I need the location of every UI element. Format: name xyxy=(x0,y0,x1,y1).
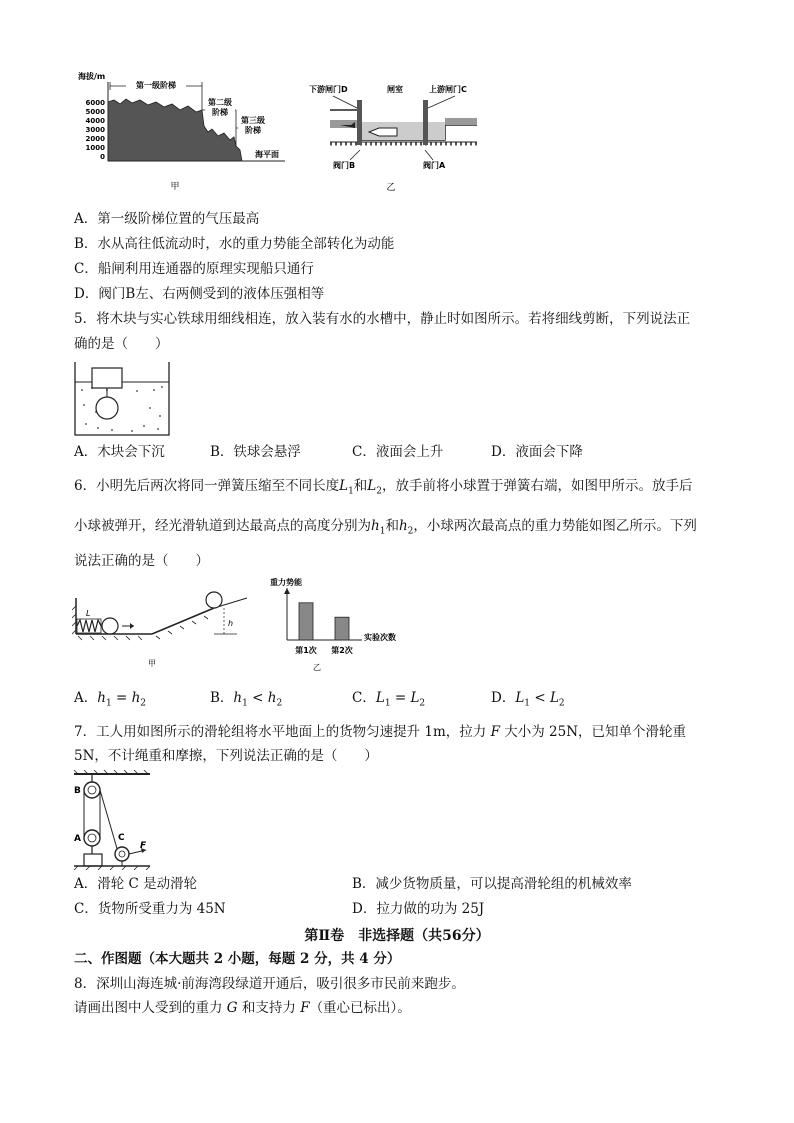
op-eq: = xyxy=(111,690,132,706)
tick-0: 0 xyxy=(100,153,105,161)
gate-c-label: 上游闸门C xyxy=(429,85,467,94)
q7-stem-line1 xyxy=(74,723,686,741)
valve-b-label: 阀门B xyxy=(333,161,356,170)
q7-option-b: B．减少货物质量，可以提高滑轮组的机械效率 xyxy=(352,876,632,892)
spring xyxy=(77,620,101,632)
q6-stem-line1 xyxy=(74,477,693,501)
tick-3000: 3000 xyxy=(85,126,105,134)
q8-stem-line2 xyxy=(74,999,411,1017)
tick-1000: 1000 xyxy=(85,144,105,152)
q6-line2-text-a: 小球被弹开，经光滑轨道到达最高点的高度分别为 xyxy=(74,518,371,534)
sea-level-label: 海平面 xyxy=(255,150,279,159)
ball-at-top xyxy=(206,592,222,608)
gate-d-label: 下游闸门D xyxy=(309,85,348,94)
chart-xlabel: 实验次数 xyxy=(364,633,396,642)
q6-line1-text-b: ，放手前将小球置于弹簧右端，如图甲所示。放手后 xyxy=(382,478,693,494)
step3-label-b: 阶梯 xyxy=(245,126,261,135)
op-lt: < xyxy=(247,690,268,706)
bar-second xyxy=(335,617,349,640)
q5-stem-line2: 确的是（ ） xyxy=(74,336,169,352)
q6-stem-line2 xyxy=(74,517,697,541)
q5-option-c: C．液面会上升 xyxy=(352,444,444,460)
q4-option-b: B．水从高往低流动时，水的重力势能全部转化为动能 xyxy=(74,236,395,252)
var-L1: L xyxy=(375,690,385,706)
chart-cat-2: 第2次 xyxy=(331,646,353,655)
var-L2: L xyxy=(367,478,377,494)
bar-first xyxy=(299,603,313,640)
var-F: F xyxy=(300,1000,310,1016)
var-L2: L xyxy=(549,690,559,706)
step3-label-a: 第三级 xyxy=(241,116,265,125)
fig6-yi-caption: 乙 xyxy=(313,663,321,672)
q5-stem-line1: 5．将木块与实心铁球用细线相连，放入装有水的水槽中，静止时如图所示。若将细线剪断，下列说法正 xyxy=(74,311,691,327)
sub-2: 2 xyxy=(558,698,565,709)
tick-4000: 4000 xyxy=(85,117,105,125)
sub-1: 1 xyxy=(384,698,391,709)
var-h2: h xyxy=(131,690,141,706)
ship-lock-figure xyxy=(305,80,485,195)
sub-2: 2 xyxy=(276,698,283,709)
q7-option-a: A．滑轮 C 是动滑轮 xyxy=(74,876,198,892)
q6-a-prefix: A． xyxy=(74,690,98,706)
q5-option-b: B．铁球会悬浮 xyxy=(210,444,301,460)
q8-line2-text-b: 和支持力 xyxy=(237,1000,301,1016)
fig-jia-caption: 甲 xyxy=(170,182,180,192)
chart-ylabel: 重力势能 xyxy=(270,578,302,587)
q6-d-prefix: D． xyxy=(491,690,516,706)
q6-and: 和 xyxy=(353,478,368,494)
spring-track-figure xyxy=(72,590,252,670)
var-h1: h xyxy=(233,690,243,706)
label-f: F xyxy=(140,841,147,851)
chart-cat-1: 第1次 xyxy=(295,646,317,655)
sub-1: 1 xyxy=(524,698,531,709)
q7-option-c: C．货物所受重力为 45N xyxy=(74,901,226,917)
var-G: G xyxy=(226,1000,238,1016)
label-a: A xyxy=(74,834,81,844)
water-tank-figure xyxy=(72,360,172,438)
sub-2: 2 xyxy=(376,486,382,497)
sub-1: 1 xyxy=(105,698,112,709)
q6-line1-text-a: 6．小明先后两次将同一弹簧压缩至不同长度 xyxy=(74,478,340,494)
small-ball xyxy=(102,618,118,634)
sub-1: 1 xyxy=(242,698,248,709)
iron-ball xyxy=(96,397,118,419)
sub-2: 2 xyxy=(407,526,414,537)
var-h2: h xyxy=(267,690,277,706)
sub-2: 2 xyxy=(419,698,426,709)
step2-label-a: 第二级 xyxy=(208,98,232,107)
fig-L-label: L xyxy=(86,609,91,618)
fig-h-label: h xyxy=(228,619,234,628)
q6-and: 和 xyxy=(385,518,399,534)
op-lt: < xyxy=(530,690,550,706)
q8-line2-text-a: 请画出图中人受到的重力 xyxy=(74,1000,227,1016)
fig6-jia-caption: 甲 xyxy=(148,659,156,668)
terrain-ylabel: 海拔/m xyxy=(78,72,106,81)
chamber-label: 闸室 xyxy=(387,85,403,94)
sub-1: 1 xyxy=(379,526,386,537)
q8-line2-text-c: （重心已标出）。 xyxy=(309,1000,411,1016)
var-h1: h xyxy=(97,690,106,706)
tick-2000: 2000 xyxy=(85,135,105,143)
cargo-box xyxy=(84,854,102,866)
q5-option-a: A．木块会下沉 xyxy=(74,444,165,460)
var-L2: L xyxy=(410,690,420,706)
wood-block xyxy=(92,368,122,388)
gpe-bar-chart xyxy=(262,574,422,674)
q5-option-d: D．液面会下降 xyxy=(491,444,583,460)
pulley-b xyxy=(84,782,100,798)
q7-line1-text-a: 7．工人用如图所示的滑轮组将水平地面上的货物匀速提升 1m，拉力 xyxy=(74,724,491,740)
step2-label-b: 阶梯 xyxy=(212,108,228,117)
op-eq: = xyxy=(390,690,411,706)
label-b: B xyxy=(74,786,81,796)
step1-label: 第一级阶梯 xyxy=(136,81,176,90)
q6-option-b xyxy=(210,689,282,713)
q7-stem-line2: 5N，不计绳重和摩擦，下列说法正确的是（ ） xyxy=(74,748,378,764)
q6-option-c xyxy=(352,689,425,713)
q6-b-prefix: B． xyxy=(210,690,234,706)
fig-yi-caption: 乙 xyxy=(386,183,396,193)
terrain-profile-figure xyxy=(70,66,290,196)
var-L1: L xyxy=(339,478,349,494)
pulley-system-figure xyxy=(70,770,160,870)
pulley-a xyxy=(84,830,100,846)
q4-option-a: A．第一级阶梯位置的气压最高 xyxy=(74,211,260,227)
q7-option-d: D．拉力做的功为 25J xyxy=(352,901,485,917)
section-2-heading: 二、作图题（本大题共 2 小题，每题 2 分，共 4 分） xyxy=(74,951,401,967)
valve-a-label: 阀门A xyxy=(423,161,446,170)
var-h1: h xyxy=(371,518,380,534)
q6-option-d xyxy=(491,689,565,713)
var-F: F xyxy=(490,724,500,740)
tick-6000: 6000 xyxy=(85,99,105,107)
var-L1: L xyxy=(515,690,525,706)
var-h2: h xyxy=(398,518,408,534)
tick-5000: 5000 xyxy=(85,108,105,116)
q6-stem-line3: 说法正确的是（ ） xyxy=(74,553,209,569)
part2-title: 第Ⅱ卷 非选择题（共56分） xyxy=(304,928,490,944)
q8-stem-line1: 8．深圳山海连城·前海湾段绿道开通后，吸引很多市民前来跑步。 xyxy=(74,976,465,992)
q6-option-a xyxy=(74,689,146,713)
pulley-c xyxy=(115,847,129,861)
q4-option-c: C．船闸利用连通器的原理实现船只通行 xyxy=(74,261,314,277)
q6-line2-text-b: ，小球两次最高点的重力势能如图乙所示。下列 xyxy=(413,518,697,534)
q7-line1-text-b: 大小为 25N，已知单个滑轮重 xyxy=(499,724,687,740)
sub-1: 1 xyxy=(348,486,354,497)
q4-option-d: D．阀门B左、右两侧受到的液体压强相等 xyxy=(74,286,325,302)
label-c: C xyxy=(118,833,125,843)
sub-2: 2 xyxy=(140,698,147,709)
q6-c-prefix: C． xyxy=(352,690,376,706)
